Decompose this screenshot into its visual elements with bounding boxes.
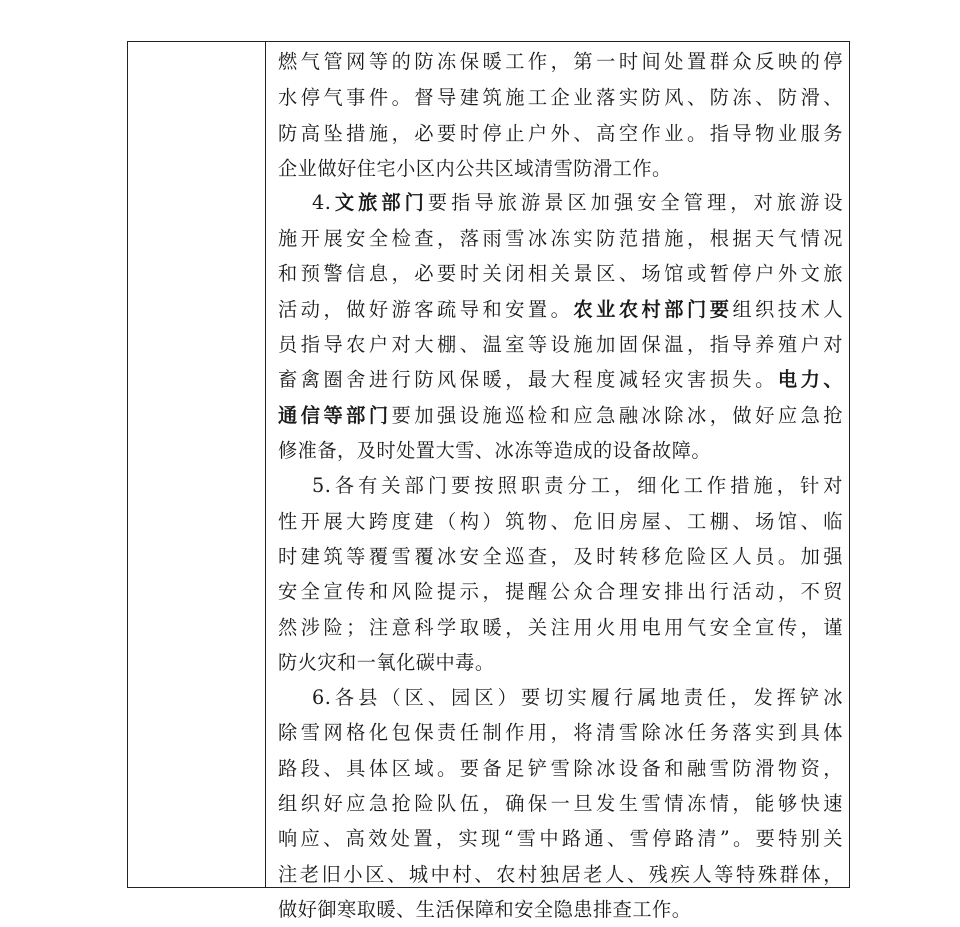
document-table — [127, 41, 850, 921]
text-line — [278, 222, 843, 256]
text-run: 修准备，及时处置大雪、冰冻等造成的设备故障。 — [278, 439, 712, 462]
text-run: 要指导旅游景区加强安全管理，对旅游设 — [427, 191, 844, 214]
bold-text-run: 通信等部门 — [278, 404, 392, 427]
text-run: 企业做好住宅小区内公共区域清雪防滑工作。 — [278, 157, 672, 180]
text-line — [278, 328, 843, 362]
text-line — [278, 540, 843, 574]
text-line — [312, 186, 843, 220]
text-run: 除雪网格化包保责任制作用，将清雪除冰任务落实到具体 — [278, 721, 843, 744]
text-run: 要加强设施巡检和应急融冰除冰，做好应急抢 — [391, 404, 844, 427]
text-line — [278, 716, 843, 750]
text-run: 畜禽圈舍进行防风保暖，最大程度减轻灾害损失。 — [278, 368, 778, 391]
text-run: 组织技术人 — [732, 298, 844, 321]
bold-text-run: 文旅部门 — [331, 191, 428, 214]
text-line — [312, 469, 843, 503]
text-line — [278, 822, 843, 856]
bold-text-run: 农业农村部门要 — [573, 298, 733, 321]
text-run: 路段、具体区域。要备足铲雪除冰设备和融雪防滑物资， — [278, 757, 843, 780]
text-line — [278, 505, 843, 539]
text-run: 做好御寒取暖、生活保障和安全隐患排查工作。 — [278, 898, 692, 921]
text-run: 安全宣传和风险提示，提醒公众合理安排出行活动，不贸 — [278, 580, 843, 603]
text-run: 时建筑等覆雪覆冰安全巡查，及时转移危险区人员。加强 — [278, 545, 843, 568]
text-line — [278, 858, 843, 892]
text-line — [278, 399, 843, 433]
text-line — [278, 45, 843, 79]
text-line — [278, 81, 843, 115]
text-run: 性开展大跨度建（构）筑物、危旧房屋、工棚、场馆、临 — [278, 510, 843, 533]
text-run: 施开展安全检查，落雨雪冰冻实防范措施，根据天气情况 — [278, 227, 843, 250]
text-run: 燃气管网等的防冻保暖工作，第一时间处置群众反映的停 — [278, 50, 843, 73]
text-line — [278, 363, 843, 397]
text-run: 6.各县（区、园区）要切实履行属地责任，发挥铲冰 — [312, 686, 843, 709]
text-line — [312, 681, 843, 715]
text-run: 4. — [312, 191, 332, 214]
bold-text-run: 电力、 — [777, 368, 844, 391]
text-line — [278, 434, 843, 468]
text-run: 5.各有关部门要按照职责分工，细化工作措施，针对 — [312, 474, 843, 497]
text-run: 和预警信息，必要时关闭相关景区、场馆或暂停户外文旅 — [278, 262, 843, 285]
text-run: 然涉险；注意科学取暖，关注用火用电用气安全宣传，谨 — [278, 616, 843, 639]
table-right-column — [266, 42, 849, 921]
table-left-column — [128, 42, 266, 887]
text-run: 员指导农户对大棚、温室等设施加固保温，指导养殖户对 — [278, 333, 843, 356]
text-line — [278, 893, 843, 927]
text-line — [278, 257, 843, 291]
text-run: 活动，做好游客疏导和安置。 — [278, 298, 574, 321]
text-run: 防火灾和一氧化碳中毒。 — [278, 651, 495, 674]
text-run: 响应、高效处置，实现“雪中路通、雪停路清”。要特别关 — [278, 827, 843, 850]
text-run: 注老旧小区、城中村、农村独居老人、残疾人等特殊群体， — [278, 863, 843, 886]
text-run: 水停气事件。督导建筑施工企业落实防风、防冻、防滑、 — [278, 86, 843, 109]
text-run: 防高坠措施，必要时停止户外、高空作业。指导物业服务 — [278, 122, 843, 145]
text-line — [278, 575, 843, 609]
text-line — [278, 752, 843, 786]
text-line — [278, 152, 843, 186]
text-line — [278, 293, 843, 327]
text-line — [278, 611, 843, 645]
text-line — [278, 787, 843, 821]
text-line — [278, 646, 843, 680]
text-run: 组织好应急抢险队伍，确保一旦发生雪情冻情，能够快速 — [278, 792, 843, 815]
text-line — [278, 117, 843, 151]
